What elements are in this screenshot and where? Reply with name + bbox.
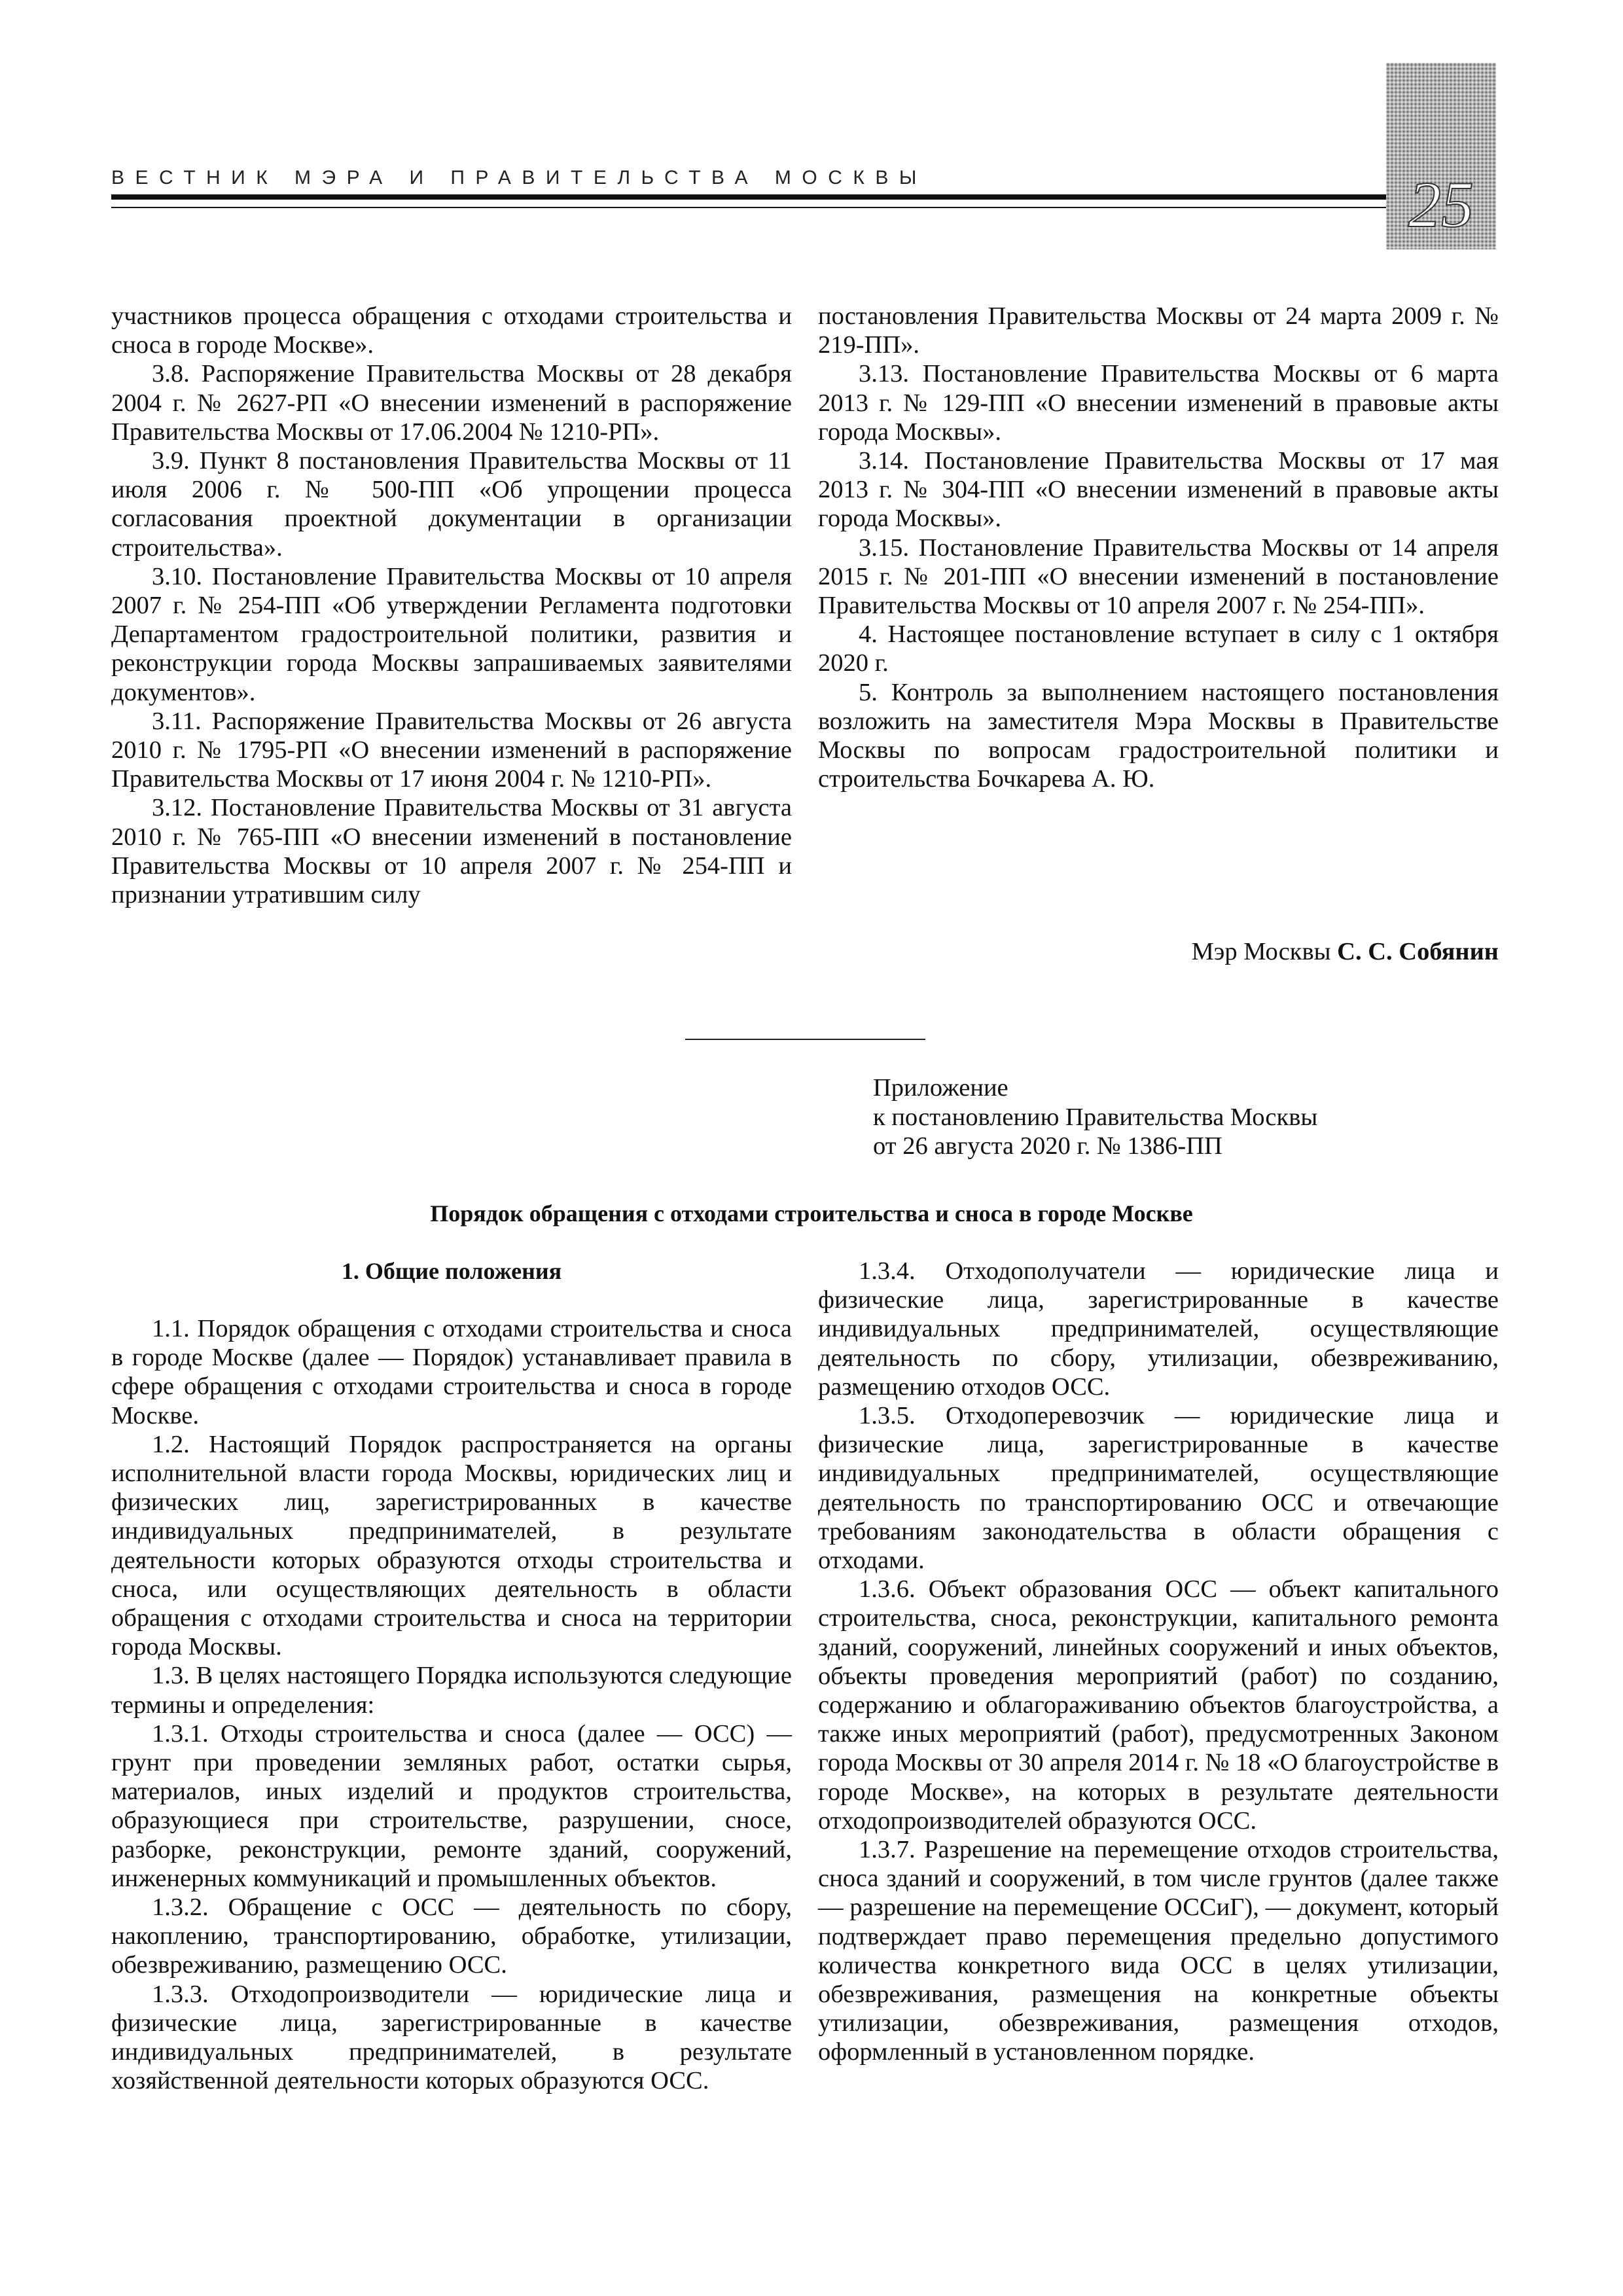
page-number: 25 — [1408, 168, 1474, 241]
section-heading: 1. Общие положения — [341, 1258, 562, 1284]
paragraph: 3.10. Постановление Правительства Москвы от 10 апреля 2007 г. № 254-ПП «Об утверждении Регламента подготовки Департаментом градостроительной политики, развития и реконструкции города Москвы запрашиваемых заявителями документов». — [111, 562, 792, 706]
paragraph: 1.3.2. Обращение с ОСС — деятельность по сбору, накоплению, транспортированию, обработке, утилизации, обезвреживанию, размещению ОСС. — [111, 1893, 792, 1979]
section1-left-column — [111, 1257, 792, 2095]
signature — [1192, 937, 1499, 966]
document-title: Порядок обращения с отходами строительства и сноса в городе Москве — [430, 1200, 1193, 1227]
paragraph: 1.3.3. Отходопроизводители — юридические лица и физические лица, зарегистрированные в качестве индивидуальных предпринимателей, в результате хозяйственной деятельности которых образуются ОСС. — [111, 1980, 792, 2095]
header-rule-thin — [111, 207, 1412, 208]
signature-role: Мэр Москвы — [1191, 938, 1331, 965]
paragraph: 3.14. Постановление Правительства Москвы от 17 мая 2013 г. № 304-ПП «О внесении изменений в правовые акты города Москвы». — [818, 447, 1499, 533]
paragraph: 1.3. В целях настоящего Порядка используются следующие термины и определения: — [111, 1662, 792, 1719]
appendix-line: от 26 августа 2020 г. № 1386-ПП — [873, 1132, 1222, 1160]
section1-right-column — [818, 1257, 1499, 2067]
paragraph: 5. Контроль за выполнением настоящего постановления возложить на заместителя Мэра Москвы в Правительстве Москвы по вопросам градостроительной политики и строительства Бочкарева А. Ю. — [818, 678, 1499, 793]
top-left-column — [111, 302, 792, 909]
signature-name: С. С. Собянин — [1337, 938, 1499, 965]
page-number-block — [1386, 63, 1496, 249]
paragraph: постановления Правительства Москвы от 24 марта 2009 г. № 219-ПП». — [818, 302, 1499, 359]
appendix-line: Приложение — [873, 1074, 1008, 1102]
appendix-block — [873, 1073, 1317, 1161]
header-rule-thick — [111, 194, 1412, 200]
paragraph: 3.12. Постановление Правительства Москвы от 31 августа 2010 г. № 765-ПП «О внесении изменений в постановление Правительства Москвы от 10 апреля 2007 г. № 254-ПП и признании утратившим силу — [111, 794, 792, 909]
journal-title: ВЕСТНИК МЭРА И ПРАВИТЕЛЬСТВА МОСКВЫ — [111, 167, 927, 188]
paragraph: 3.8. Распоряжение Правительства Москвы от 28 декабря 2004 г. № 2627-РП «О внесении изменений в распоряжение Правительства Москвы от 17.06.2004 № 1210-РП». — [111, 360, 792, 446]
paragraph: 1.2. Настоящий Порядок распространяется на органы исполнительной власти города Москвы, юридических лиц и физических лиц, зарегистрированных в качестве индивидуальных предпринимателей, в результате деятельности которых образуются отходы строительства и сноса, или осуществляющих деятельность в области обращения с отходами строительства и сноса на территории города Москвы. — [111, 1430, 792, 1661]
appendix-line: к постановлению Правительства Москвы — [873, 1103, 1318, 1131]
paragraph: 1.3.5. Отходоперевозчик — юридические лица и физические лица, зарегистрированные в качестве индивидуальных предпринимателей, осуществляющие деятельность по транспортированию ОСС и отвечающие требованиям законодательства в области обращения с отходами. — [818, 1402, 1499, 1575]
paragraph: 1.3.4. Отходополучатели — юридические лица и физические лица, зарегистрированные в качестве индивидуальных предпринимателей, осуществляющие деятельность по сбору, утилизации, обезвреживанию, размещению отходов ОСС. — [818, 1257, 1499, 1401]
paragraph: 1.3.7. Разрешение на перемещение отходов строительства, сноса зданий и сооружений, в том числе грунтов (далее также — разрешение на перемещение ОССиГ), — документ, который подтверждает право перемещения предельно допустимого количества конкретного вида ОСС в целях утилизации, обезвреживания, размещения на конкретные объекты утилизации, обезвреживания, размещения отходов, оформленный в установленном порядке. — [818, 1836, 1499, 2066]
paragraph: 1.3.6. Объект образования ОСС — объект капитального строительства, сноса, реконструкции, капитального ремонта зданий, сооружений, линейных сооружений и иных объектов, объекты проведения мероприятий (работ) по созданию, содержанию и облагораживанию объектов благоустройства, а также иных мероприятий (работ), предусмотренных Законом города Москвы от 30 апреля 2014 г. № 18 «О благоустройстве в городе Москве», на которых в результате деятельности отходопроизводителей образуются ОСС. — [818, 1575, 1499, 1835]
paragraph: 3.11. Распоряжение Правительства Москвы от 26 августа 2010 г. № 1795-РП «О внесении изменений в распоряжение Правительства Москвы от 17 июня 2004 г. № 1210-РП». — [111, 707, 792, 793]
separator-line — [685, 1039, 925, 1040]
paragraph: 1.1. Порядок обращения с отходами строительства и сноса в городе Москве (далее — Порядок) устанавливает правила в сфере обращения с отходами строительства и сноса в городе Москве. — [111, 1315, 792, 1429]
paragraph: участников процесса обращения с отходами строительства и сноса в городе Москве». — [111, 302, 792, 359]
paragraph: 3.13. Постановление Правительства Москвы от 6 марта 2013 г. № 129-ПП «О внесении изменений в правовые акты города Москвы». — [818, 360, 1499, 446]
paragraph: 4. Настоящее постановление вступает в силу с 1 октября 2020 г. — [818, 620, 1499, 677]
top-right-column — [818, 302, 1499, 793]
paragraph: 1.3.1. Отходы строительства и сноса (далее — ОСС) — грунт при проведении земляных работ, остатки сырья, материалов, иных изделий и продуктов строительства, образующиеся при строительстве, разрушении, сносе, разборке, реконструкции, ремонте зданий, сооружений, инженерных коммуникаций и промышленных объектов. — [111, 1719, 792, 1892]
paragraph: 3.15. Постановление Правительства Москвы от 14 апреля 2015 г. № 201-ПП «О внесении изменений в постановление Правительства Москвы от 10 апреля 2007 г. № 254-ПП». — [818, 533, 1499, 620]
paragraph: 3.9. Пункт 8 постановления Правительства Москвы от 11 июля 2006 г. № 500-ПП «Об упрощении процесса согласования проектной документации в организации строительства». — [111, 447, 792, 562]
